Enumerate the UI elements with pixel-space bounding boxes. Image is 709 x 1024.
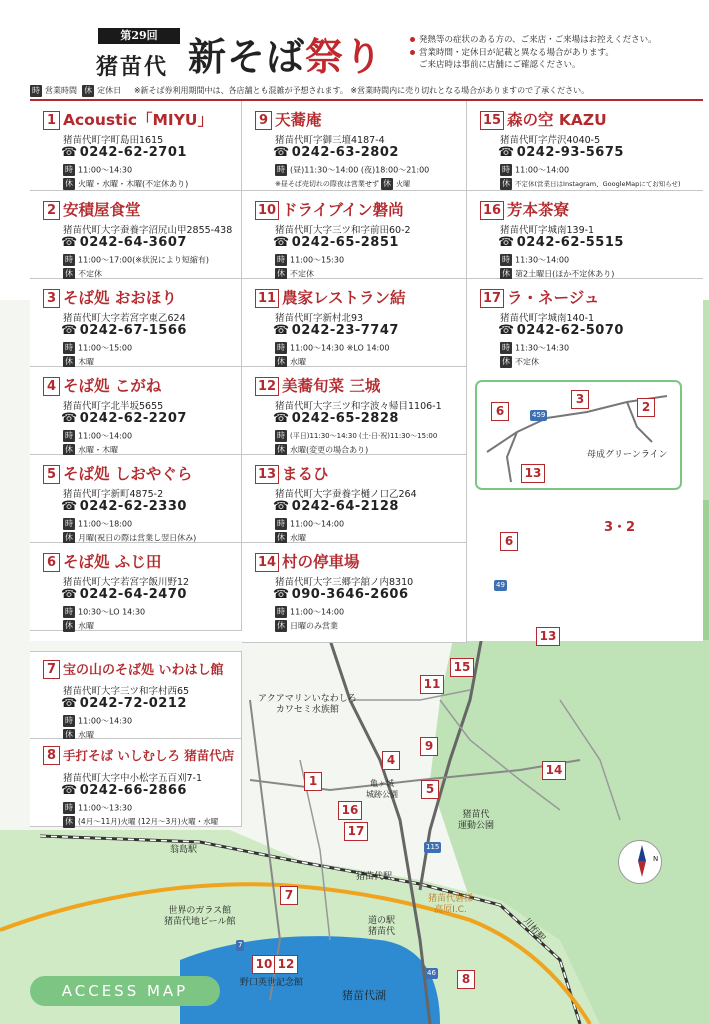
shop-card <box>242 367 467 455</box>
hours-tag: 時 <box>65 343 73 352</box>
shop-closed: 水曜 <box>290 357 306 367</box>
hours-tag: 時 <box>65 431 73 440</box>
closed-tag: 休 <box>65 179 73 188</box>
shop-number: 9 <box>255 111 272 130</box>
inset-map <box>475 380 682 490</box>
shop-card <box>30 543 242 631</box>
shop-name: Acoustic「MIYU」 <box>63 111 214 129</box>
hours-label: 営業時間 <box>45 86 77 95</box>
shop-closed: 火曜・水曜・木曜(不定休あり) <box>78 179 189 189</box>
shop-address: 猪苗代町字御三壇4187-4 <box>275 135 385 146</box>
closed-tag: 休 <box>65 730 73 739</box>
shop-number: 5 <box>43 465 60 484</box>
shop-closed: 木曜 <box>78 357 94 367</box>
shop-name: ドライブイン磐尚 <box>282 201 404 219</box>
shop-name: 農家レストラン結 <box>282 289 406 307</box>
phone-icon: ☎ <box>273 235 290 250</box>
place-kamegajo: 亀ヶ城 城跡公園 <box>366 779 398 799</box>
shop-card <box>30 455 242 543</box>
shop-hours: 11:00〜14:00 <box>290 607 345 617</box>
phone-icon: ☎ <box>273 411 290 426</box>
map-pin: 17 <box>344 822 368 841</box>
shop-closed: 日曜のみ営業 <box>290 621 338 631</box>
hours-tag: 時 <box>277 519 285 528</box>
notice-line: ご来店時は事前に店舗にご確認ください。 <box>419 60 581 70</box>
closed-tag: 休 <box>65 533 73 542</box>
shop-closed: 不定休 <box>290 269 314 279</box>
compass-icon <box>618 840 662 884</box>
shop-closed: 月曜(祝日の際は営業し翌日休み) <box>78 533 197 543</box>
closed-tag: 休 <box>502 269 510 278</box>
closed-tag: 休 <box>502 357 510 366</box>
shop-tel: 090-3646-2606 <box>291 587 409 602</box>
shop-name: そば処 おおほり <box>63 289 177 307</box>
shop-grid <box>30 99 703 641</box>
place-okinajima-station: 翁島駅 <box>170 845 198 855</box>
arrow-pin-label: 3・2 <box>604 520 636 535</box>
shop-hours: 11:00〜14:30 <box>78 716 133 726</box>
phone-icon: ☎ <box>61 145 78 160</box>
shop-name: 森の空 KAZU <box>507 111 607 129</box>
notice-line: 営業時間・定休日が記載と異なる場合があります。 <box>410 47 705 60</box>
shop-tel: 0242-64-3607 <box>79 235 187 250</box>
shop-number: 12 <box>255 377 279 396</box>
inset-pin: 2 <box>637 398 655 417</box>
shop-number: 1 <box>43 111 60 130</box>
map-pin: 1 <box>304 772 322 791</box>
place-noguchi-museum: 野口英世記念館 <box>240 978 304 988</box>
place-lake: 猪苗代湖 <box>342 989 386 1002</box>
closed-tag: 休 <box>277 445 285 454</box>
shop-hours: 11:00〜17:00(※状況により短縮有) <box>78 255 210 265</box>
shop-address: 猪苗代町字町島田1615 <box>63 135 164 146</box>
shop-name: そば処 こがね <box>63 377 162 395</box>
shop-card <box>30 101 242 191</box>
shop-hours: 11:00〜15:30 <box>290 255 345 265</box>
phone-icon: ☎ <box>273 323 290 338</box>
hours-tag: 時 <box>277 343 285 352</box>
shop-number: 4 <box>43 377 60 396</box>
phone-icon: ☎ <box>61 587 78 602</box>
access-map-label: ACCESS MAP <box>30 976 220 1006</box>
shop-card <box>242 101 467 191</box>
shop-hours: 11:00〜14:00 <box>290 519 345 529</box>
map-pin: 4 <box>382 751 400 770</box>
route-marker: 46 <box>427 969 436 977</box>
hours-tag: 時 <box>65 255 73 264</box>
shop-hours: 11:00〜13:30 <box>78 803 133 813</box>
shop-closed: 不定休 <box>515 357 539 367</box>
shop-number: 2 <box>43 201 60 220</box>
closed-tag: 休 <box>502 179 510 188</box>
closed-tag: 休 <box>277 269 285 278</box>
shop-hours: (平日)11:30〜14:30 (土·日·祝)11:30〜15:00 <box>290 432 438 440</box>
shop-number: 11 <box>255 289 279 308</box>
town-name: 猪苗代 <box>96 54 169 80</box>
closed-tag: 休 <box>277 533 285 542</box>
festival-title-main: 新そば <box>188 34 306 79</box>
shop-address: 猪苗代町字新町4875-2 <box>63 489 164 500</box>
notice-box <box>410 34 705 72</box>
closed-tag: 休 <box>277 621 285 630</box>
shop-name: 手打そば いしむしろ 猪苗代店 <box>63 748 235 763</box>
shop-name: 美蕎旬菜 三城 <box>282 377 381 395</box>
shop-tel: 0242-64-2470 <box>79 587 187 602</box>
map-pin: 15 <box>450 658 474 677</box>
edition-badge: 第29回 <box>98 28 180 44</box>
phone-icon: ☎ <box>273 587 290 602</box>
route-marker: 115 <box>426 843 440 851</box>
closed-label: 定休日 <box>97 86 122 95</box>
shop-address: 猪苗代町大字若宮字飯川野12 <box>63 577 190 588</box>
shop-name: 宝の山のそば処 いわはし館 <box>63 663 224 678</box>
shop-tel: 0242-62-5070 <box>516 323 624 338</box>
place-glass-museum: 世界のガラス館 猪苗代地ビール館 <box>164 906 236 927</box>
shop-address: 猪苗代町字城南140-1 <box>500 313 595 324</box>
route-marker: 7 <box>238 941 243 949</box>
shop-closed: 水曜 <box>78 730 94 740</box>
shop-name: そば処 ふじ田 <box>63 553 162 571</box>
phone-icon: ☎ <box>273 145 290 160</box>
shop-address: 猪苗代町大字中小松字五百刈7-1 <box>63 773 203 784</box>
map-pin: 7 <box>280 886 298 905</box>
shop-tel: 0242-65-2828 <box>291 411 399 426</box>
hours-tag: 時 <box>502 343 510 352</box>
shop-address: 猪苗代町大字三ツ和字波々帰目1106-1 <box>275 401 442 412</box>
shop-number: 13 <box>255 465 279 484</box>
map-pin: 5 <box>421 780 439 799</box>
shop-number: 14 <box>255 553 279 572</box>
shop-tel: 0242-67-1566 <box>79 323 187 338</box>
inset-pin: 3 <box>571 390 589 409</box>
shop-address: 猪苗代町字北半坂5655 <box>63 401 164 412</box>
shop-address: 猪苗代町大字蚕養字樋ノ口乙264 <box>275 489 417 500</box>
shop-number: 6 <box>43 553 60 572</box>
shop-tel: 0242-64-2128 <box>291 499 399 514</box>
phone-icon: ☎ <box>61 235 78 250</box>
closed-tag: 休 <box>383 179 392 188</box>
closed-tag: 休 <box>65 445 73 454</box>
shop-number: 10 <box>255 201 279 220</box>
shop-tel: 0242-72-0212 <box>79 696 187 711</box>
notice-line: 発熱等の症状のある方の、ご来店・ご来場はお控えください。 <box>410 34 705 47</box>
shop-closed: 不定休(営業日はInstagram、GoogleMapにてお知らせ) <box>515 180 681 188</box>
hours-tag: 時 <box>65 716 73 725</box>
phone-icon: ☎ <box>61 411 78 426</box>
route-marker: 49 <box>496 581 505 589</box>
shop-closed: 火曜 <box>396 180 411 188</box>
shop-card <box>30 651 242 739</box>
map-pin: 10 <box>252 955 276 974</box>
shop-card <box>30 191 242 279</box>
shop-tel: 0242-62-2207 <box>79 411 187 426</box>
shop-address: 猪苗代町大字三郷字舘ノ内8310 <box>275 577 414 588</box>
shop-number: 16 <box>480 201 504 220</box>
shop-card <box>30 279 242 367</box>
festival-title-red: 祭り <box>305 34 384 79</box>
shop-address: 猪苗代町大字蚕養字沼尻山甲2855-438 <box>63 225 233 236</box>
phone-icon: ☎ <box>498 323 515 338</box>
shop-tel: 0242-62-2701 <box>79 145 187 160</box>
legend-note: ※新そば券利用期間中は、各店舗とも混雑が予想されます。 ※営業時間内に売り切れとなる場合がありますので了承ください。 <box>133 86 590 95</box>
phone-icon: ☎ <box>61 783 78 798</box>
shop-number: 7 <box>43 660 60 679</box>
closed-tag: 休 <box>65 269 73 278</box>
shop-tel: 0242-63-2802 <box>291 145 399 160</box>
shop-hours: 11:00〜14:30 ※LO 14:00 <box>290 343 390 353</box>
inset-pin: 6 <box>491 402 509 421</box>
shop-name: まるひ <box>282 465 329 483</box>
closed-tag: 休 <box>65 621 73 630</box>
closed-tag: 休 <box>65 357 73 366</box>
phone-icon: ☎ <box>498 235 515 250</box>
shop-name: 天蕎庵 <box>275 111 322 129</box>
hours-tag: 時 <box>32 85 40 95</box>
shop-closed: 水曜 <box>290 533 306 543</box>
shop-name: ラ・ネージュ <box>507 289 600 307</box>
hours-tag: 時 <box>65 803 73 812</box>
shop-tel: 0242-62-2330 <box>79 499 187 514</box>
shop-address: 猪苗代町大字三ツ和字村西65 <box>63 686 190 697</box>
phone-icon: ☎ <box>498 145 515 160</box>
map-pin: 16 <box>338 801 362 820</box>
closed-tag: 休 <box>277 357 285 366</box>
route-marker: 459 <box>532 411 546 419</box>
map-pin: 8 <box>457 970 475 989</box>
shop-hours: 11:00〜18:00 <box>78 519 133 529</box>
shop-card <box>242 455 467 543</box>
phone-icon: ☎ <box>61 499 78 514</box>
map-pin: 12 <box>274 955 298 974</box>
phone-icon: ☎ <box>273 499 290 514</box>
shop-hours: 11:30〜14:00 <box>515 255 570 265</box>
shop-hours-note: ※昼そば売切れの際夜は営業せず <box>275 180 379 188</box>
map-pin: 13 <box>536 627 560 646</box>
place-kawageta-station: 川桁駅 <box>521 916 547 944</box>
festival-title <box>188 26 383 81</box>
shop-hours: 11:00〜15:00 <box>78 343 133 353</box>
shop-card <box>242 191 467 279</box>
shop-hours: 11:00〜14:00 <box>515 165 570 175</box>
shop-card <box>242 543 467 643</box>
shop-address: 猪苗代町字芹沢4040-5 <box>500 135 601 146</box>
inset-road-label: 母成グリーンライン <box>587 450 668 460</box>
hours-tag: 時 <box>277 431 285 440</box>
shop-hours: 11:00〜14:30 <box>78 165 133 175</box>
shop-card <box>242 279 467 367</box>
shop-address: 猪苗代町大字若宮字東乙624 <box>63 313 186 324</box>
shop-name: 芳本茶寮 <box>507 201 570 219</box>
shop-tel: 0242-93-5675 <box>516 145 624 160</box>
phone-icon: ☎ <box>61 323 78 338</box>
legend-bar <box>30 84 709 98</box>
place-michinoeki: 道の駅 猪苗代 <box>368 916 396 937</box>
shop-address: 猪苗代町大字三ツ和字前田60-2 <box>275 225 411 236</box>
map-pin: 14 <box>542 761 566 780</box>
place-ic: 猪苗代磐梯 高原I.C. <box>428 894 474 915</box>
shop-closed: 不定休 <box>78 269 102 279</box>
hours-tag: 時 <box>502 165 510 174</box>
shop-hours: 11:00〜14:00 <box>78 431 133 441</box>
compass-north: N <box>653 855 659 863</box>
place-aquamarine: アクアマリンいなわしろ カワセミ水族館 <box>258 694 357 715</box>
shop-hours: 10:30〜LO 14:30 <box>78 607 146 617</box>
place-inawashiro-station: 猪苗代駅 <box>356 872 393 882</box>
shop-number: 15 <box>480 111 504 130</box>
shop-name: 安積屋食堂 <box>63 201 141 219</box>
shop-name: 村の停車場 <box>282 553 360 571</box>
shop-address: 猪苗代町字城南139-1 <box>500 225 595 236</box>
hours-tag: 時 <box>502 255 510 264</box>
shop-card <box>30 367 242 455</box>
closed-tag: 休 <box>84 85 93 95</box>
place-sports-park: 猪苗代 運動公園 <box>458 810 495 831</box>
hours-tag: 時 <box>65 165 73 174</box>
hours-tag: 時 <box>277 255 285 264</box>
shop-closed: 水曜(変更の場合あり) <box>290 445 369 455</box>
shop-number: 3 <box>43 289 60 308</box>
hours-tag: 時 <box>277 165 285 174</box>
shop-tel: 0242-66-2866 <box>79 783 187 798</box>
map-pin: 11 <box>420 675 444 694</box>
shop-card <box>467 101 703 191</box>
hours-tag: 時 <box>65 519 73 528</box>
shop-name: そば処 しおやぐら <box>63 465 193 483</box>
shop-closed: 第2土曜日(ほか不定休あり) <box>515 269 615 279</box>
shop-hours: 11:30〜14:30 <box>515 343 570 353</box>
inset-pin: 13 <box>521 464 545 483</box>
shop-tel: 0242-23-7747 <box>291 323 399 338</box>
shop-card <box>467 191 703 279</box>
hours-tag: 時 <box>277 607 285 616</box>
map-pin: 6 <box>500 532 518 551</box>
shop-closed: 水曜・木曜 <box>78 445 118 455</box>
shop-card <box>30 739 242 827</box>
phone-icon: ☎ <box>61 696 78 711</box>
shop-tel: 0242-62-5515 <box>516 235 624 250</box>
shop-closed: (4月〜11月)火曜 (12月〜3月)火曜・水曜 <box>78 817 219 826</box>
shop-number: 8 <box>43 746 60 765</box>
hours-tag: 時 <box>65 607 73 616</box>
shop-card <box>467 279 703 367</box>
shop-number: 17 <box>480 289 504 308</box>
shop-tel: 0242-65-2851 <box>291 235 399 250</box>
closed-tag: 休 <box>65 817 73 826</box>
shop-hours: (昼)11:30〜14:00 (夜)18:00〜21:00 <box>290 165 430 175</box>
shop-address: 猪苗代町字新村北93 <box>275 313 364 324</box>
map-pin: 9 <box>420 737 438 756</box>
shop-closed: 水曜 <box>78 621 94 631</box>
